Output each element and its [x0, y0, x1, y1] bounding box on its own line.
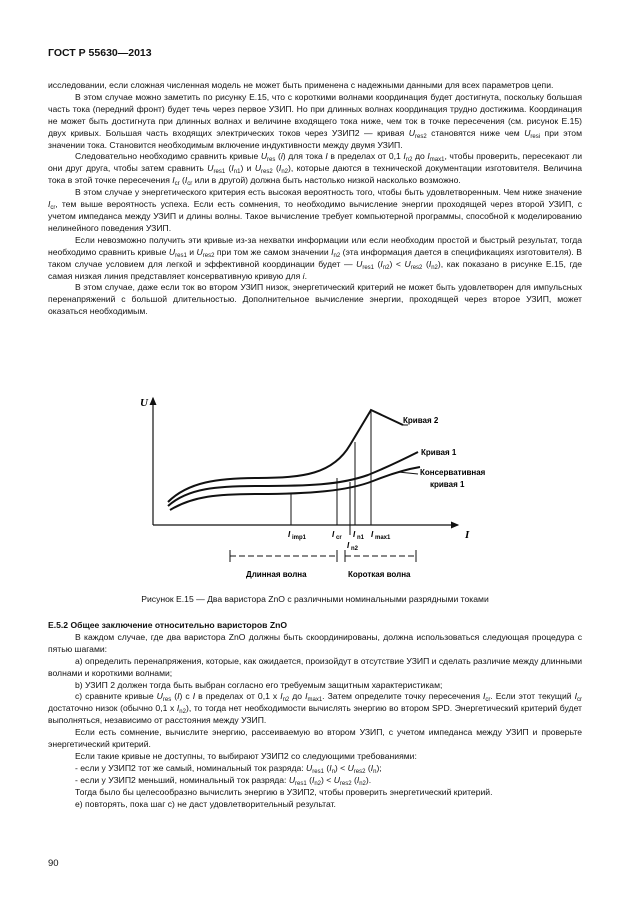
paragraph: В этом случае, даже если ток во втором УЗИП низок, энергетический критерий не может быть удовлетворен для импульсных перенапряжений с большой длительностью. Дополнительное вычисление энергии, проходящей через второе УЗИП, может оказаться необходимым.	[48, 282, 582, 317]
long-wave-range	[230, 550, 337, 579]
tick-imp1	[288, 530, 307, 541]
varistor-figure	[108, 390, 518, 590]
tick-cr	[332, 530, 342, 541]
svg-text:n1: n1	[357, 535, 365, 541]
paragraph: Если такие кривые не доступны, то выбирают УЗИП2 со следующими требованиями:	[75, 750, 417, 761]
svg-text:Длинная волна: Длинная волна	[246, 570, 307, 579]
short-wave-range	[345, 550, 416, 579]
list-item: - если у УЗИП2 тот же самый, номинальный ток разряда: $U_{res1}$ $(I_n) < U_{res2}$ $(I_n)$;	[75, 762, 382, 775]
list-item: b) УЗИП 2 должен тогда быть выбран согласно его требуемым защитным характеристикам;	[75, 679, 443, 690]
conservative-pointer	[398, 472, 418, 474]
paragraph: Тогда было бы целесообразно вычислить энергию в УЗИП2, чтобы проверить энергетический критерий.	[75, 786, 493, 797]
curve-2	[168, 410, 403, 502]
list-item: с) сравните кривые $U_{res}$ (I) с I в пределах от 0,1 х $I_{n2}$ до $I_{max1}$. Затем определите точку пересечения $I_{cr}$. Если этот текущий $I_{cr}$ достаточно низок (обычно 0,1 х $I_{n2}$), то тогда нет необходимости вычислять энергию во втором SPD. Энергетический критерий будет выполняться, независимо от расстояния между УЗИП.	[48, 691, 582, 726]
paragraph: Если невозможно получить эти кривые из-за нехватки информации или если необходим простой и быстрый результат, тогда необходимо сравнить кривые $U_{res1}$ и $U_{res2}$ при том же самом значении $I_{n2}$ (эта информация дается в спецификациях изготовителя). В таком случае условием для легкой и эффективной координации будет — $U_{res1}$ $(I_{n2}) < U_{res2}$ $(I_{n2})$, как показано в рисунке Е.15, где самая низкая линия представляет консервативную кривую для i.	[48, 234, 583, 281]
conservative-label-line1: Консервативная	[420, 468, 486, 477]
svg-text:Короткая волна: Короткая волна	[348, 570, 411, 579]
tick-max1	[371, 530, 391, 541]
paragraph: В этом случае у энергетического критерия есть высокая вероятность того, чтобы быть удовлетворенным. Чем ниже значение $I_{cr}$, тем выше вероятность успеха. Если есть сомнения, то необходимо вычисление энергии проходящей через второй УЗИП, с учетом импеданса между УЗИП и длины волны. Такое вычисление требует компьютерной программы, способной к моделированию нелинейного поведения УЗИП.	[48, 187, 582, 233]
svg-text:I: I	[371, 530, 374, 539]
svg-text:I: I	[353, 530, 356, 539]
tick-n2	[347, 541, 359, 552]
figure-caption: Рисунок Е.15 — Два варистора ZnO с различными номинальными разрядными токами	[141, 594, 489, 604]
list-item: - если у УЗИП2 меньший, номинальный ток разряда: $U_{res1}$ $(I_{n2}) < U_{res2}$ $(I_{n2})$.	[75, 774, 372, 787]
body-text-bottom	[48, 620, 582, 811]
svg-text:imp1: imp1	[292, 535, 307, 541]
paragraph: В каждом случае, где два варистора ZnO должны быть скоординированы, должна использоваться следующая процедура с пятью шагами:	[48, 631, 582, 654]
paragraph: В этом случае можно заметить по рисунку Е.15, что с короткими волнами координация будет достигнута, поскольку большая часть тока (передний фронт) будет течь через первое УЗИП. Но при длинных волнах координация трудно достижима. Координация не может быть достигнута при длинных волнах и величине входящего тока ниже, чем ток в точке пересечения (см. рисунок Е.15) двух кривых. Большая часть входящих электрических токов через УЗИП2 — кривая $U_{res2}$ становятся ниже чем $U_{resi}$ при этом значении тока. Становится необходимым включение индуктивности между двумя УЗИП.	[48, 91, 582, 150]
body-text-top	[48, 80, 582, 318]
paragraph: Следовательно необходимо сравнить кривые $U_{res}$ (i) для тока I в пределах от 0,1 $I_{n2}$ до $I_{max1}$, чтобы проверить, пересекают ли они друг друга, чтобы затем сравнить $U_{res1}$ $(I_{n1})$ и $U_{res2}$ $(I_{n2})$, которые даются в технической документации изготовителя. Величина тока в этой точке пересечения $I_{cr}$ ($I_{cr}$ или в другой) должна быть настолько низкой насколько возможно.	[48, 151, 583, 188]
curve-2-label: Кривая 2	[403, 416, 439, 425]
svg-text:I: I	[347, 541, 350, 550]
paragraph: Если есть сомнение, вычислите энергию, рассеиваемую во втором УЗИП, с учетом импеданса между УЗИП и проверьте энергетический критерий.	[48, 727, 582, 750]
svg-text:n2: n2	[351, 546, 359, 552]
svg-text:I: I	[288, 530, 291, 539]
list-item: е) повторять, пока шаг с) не даст удовлетворительный результат.	[75, 798, 336, 809]
tick-n1	[353, 530, 365, 541]
svg-text:max1: max1	[375, 535, 391, 541]
section-title: Е.5.2 Общее заключение относительно варисторов ZnO	[48, 620, 288, 630]
paragraph: исследовании, если сложная численная модель не может быть применена с надежными данными для всех параметров цепи.	[48, 80, 554, 90]
curve-1-label: Кривая 1	[421, 448, 457, 457]
y-axis-label: U	[140, 397, 148, 409]
svg-text:I: I	[332, 530, 335, 539]
list-item: а) определить перенапряжения, которые, как ожидается, произойдут в отсутствие УЗИП и сделать различие между длинными волнами и короткими волнами;	[48, 655, 582, 678]
document-header: ГОСТ Р 55630—2013	[48, 47, 152, 59]
page-number: 90	[48, 858, 59, 869]
svg-text:cr: cr	[336, 535, 342, 541]
x-axis-label: I	[465, 529, 470, 541]
conservative-label-line2: кривая 1	[430, 480, 465, 489]
